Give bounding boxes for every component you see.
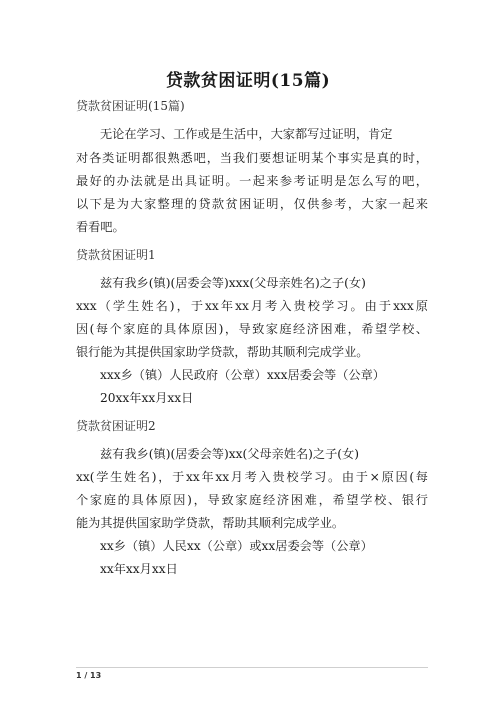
section-line: 因(每个家庭的具体原因)，导致家庭经济困难，希望学校、 [76,322,428,336]
section-line: 银行能为其提供国家助学贷款，帮助其顺利完成学业。 [76,345,369,359]
section-heading: 贷款贫困证明1 [76,248,156,262]
subtitle: 贷款贫困证明(15篇) [76,99,185,113]
intro-line: 以下是为大家整理的贷款贫困证明，仅供参考，大家一起来 [76,197,428,211]
section-heading: 贷款贫困证明2 [76,419,156,433]
section-line: 兹有我乡(镇)(居委会等)xxx(父母亲姓名)之子(女) [100,276,366,290]
intro-line: 无论在学习、工作或是生活中，大家都写过证明，肯定 [100,127,393,141]
section-line: 能为其提供国家助学贷款，帮助其顺利完成学业。 [76,516,345,530]
section-line: xxx（学生姓名)，于xx年xx月考入贵校学习。由于xxx原 [76,299,428,313]
signature-line: xx乡（镇）人民xx（公章）或xx居委会等（公章） [100,539,373,553]
intro-line: 最好的办法就是出具证明。一起来参考证明是怎么写的吧， [76,174,428,188]
section-line: xx(学生姓名)，于xx年xx月考入贵校学习。由于×原因(每 [76,470,428,484]
page-title: 贷款贫困证明(15篇) [165,71,331,91]
footer-divider [76,667,428,668]
intro-line: 看看吧。 [76,220,125,234]
intro-line: 对各类证明都很熟悉吧，当我们要想证明某个事实是真的时， [76,151,428,165]
section-line: 兹有我乡(镇)(居委会等)xx(父母亲姓名)之子(女) [100,447,359,461]
date-line: 20xx年xx月xx日 [100,391,194,405]
section-line: 个家庭的具体原因)，导致家庭经济困难，希望学校、银行 [76,493,428,507]
page-indicator: 1 / 13 [76,671,102,680]
date-line: xx年xx月xx日 [100,562,178,576]
signature-line: xxx乡（镇）人民政府（公章）xxx居委会等（公章） [100,368,385,382]
